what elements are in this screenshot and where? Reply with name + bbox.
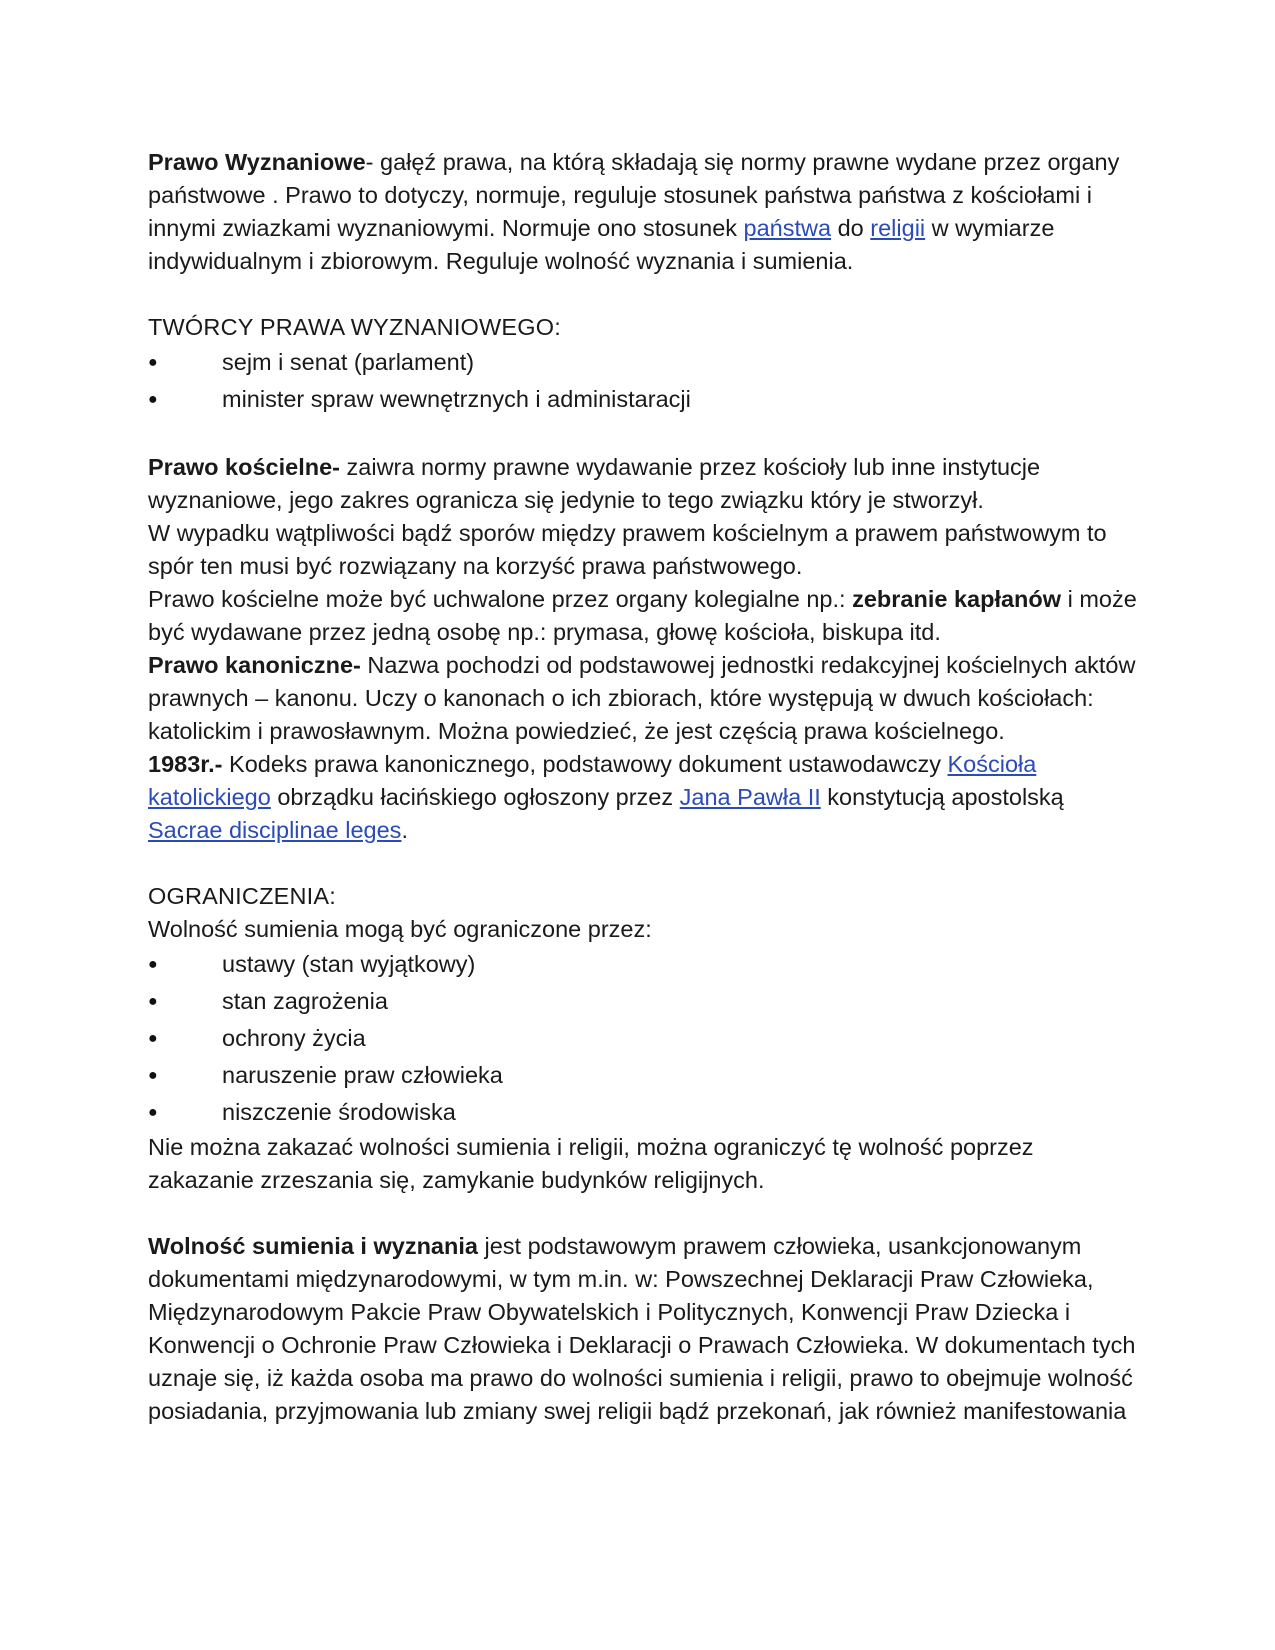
paragraph-prawo-kanoniczne [148, 649, 1138, 748]
link-religii[interactable]: religii [870, 215, 926, 241]
paragraph-wolnosc [148, 1230, 1138, 1428]
paragraph-prawo-koscielne [148, 451, 1138, 517]
list-ograniczenia [148, 946, 1138, 1131]
text: i może być wydawane przez jedną osobę np.: prymasa, głowę kościoła, biskupa itd. [148, 586, 1137, 645]
text: do [831, 215, 871, 241]
text: jest podstawowym prawem człowieka, usankcjonowanym dokumentami międzynarodowymi, w tym m.in. w: Powszechnej Deklaracji Praw Człowieka, Międzynarodowym Pakcie Praw Obywatelskich i Politycznych, Konwencji Praw Dziecka i Konwencji o Ochronie Praw Człowieka i Deklaracji o Prawach Człowieka. W dokumentach tych uznaje się, iż każda osoba ma prawo do wolności sumienia i religii, prawo to obejmuje wolność posiadania, przyjmowania lub zmiany swej religii bądź przekonań, jak również manifestowania [148, 1233, 1136, 1424]
text: - gałęź prawa, na którą składają się normy prawne wydane przez organy państwowe . Prawo to dotyczy, normuje, reguluje stosunek państwa państwa z kościołami i innymi zwiazkami wyznaniowymi. Normuje ono stosunek [148, 149, 1120, 241]
link-kosciola-katolickiego[interactable]: Kościoła katolickiego [148, 751, 1037, 810]
term-zebranie-kaplanow: zebranie kapłanów [852, 586, 1062, 612]
text: w wymiarze indywidualnym i zbiorowym. Reguluje wolność wyznania i sumienia. [148, 215, 1055, 274]
term-wolnosc-sumienia: Wolność sumienia i wyznania [148, 1233, 478, 1259]
paragraph-kodeks [148, 748, 1138, 847]
text: Nazwa pochodzi od podstawowej jednostki redakcyjnej kościelnych aktów prawnych – kanonu. Uczy o kanonach o ich zbiorach, które występują w dwuch kościołach: katolickim i prawosławnym. Można powiedzieć, że jest częścią prawa kościelnego. [148, 652, 1136, 744]
text: zaiwra normy prawne wydawanie przez kościoły lub inne instytucje wyznaniowe, jego zakres ogranicza się jedynie to tego związku który je stworzył. [148, 454, 1041, 513]
paragraph-ograniczenia-outro: Nie można zakazać wolności sumienia i religii, można ograniczyć tę wolność poprzez zakazanie zrzeszania się, zamykanie budynków religijnych. [148, 1134, 1034, 1193]
list-item: ● sejm i senat (parlament) [148, 344, 1138, 381]
list-item: ● ustawy (stan wyjątkowy) [148, 946, 1138, 983]
term-prawo-kanoniczne: Prawo kanoniczne- [148, 652, 361, 678]
text: konstytucją apostolską [820, 784, 1064, 810]
text: . [401, 817, 408, 843]
text: Kodeks prawa kanonicznego, podstawowy dokument ustawodawczy [222, 751, 948, 777]
list-item: ● niszczenie środowiska [148, 1094, 1138, 1131]
term-prawo-wyznaniowe: Prawo Wyznaniowe [148, 149, 366, 175]
spacer [148, 278, 1138, 311]
paragraph-prawo-wyznaniowe [148, 146, 1138, 278]
paragraph-ograniczenia-intro: Wolność sumienia mogą być ograniczone przez: [148, 916, 652, 942]
text: Prawo kościelne może być uchwalone przez organy kolegialne np.: [148, 586, 853, 612]
list-item: ● minister spraw wewnętrznych i administaracji [148, 381, 1138, 418]
link-jana-pawla-ii[interactable]: Jana Pawła II [679, 784, 821, 810]
list-item: ● stan zagrożenia [148, 983, 1138, 1020]
link-sacrae-disciplinae-leges[interactable]: Sacrae disciplinae leges [148, 817, 402, 843]
list-tworcy [148, 344, 1138, 418]
term-1983: 1983r.- [148, 751, 223, 777]
spacer [148, 847, 1138, 880]
link-panstwa[interactable]: państwa [743, 215, 832, 241]
term-prawo-koscielne: Prawo kościelne- [148, 454, 340, 480]
paragraph-watpliwosci: W wypadku wątpliwości bądź sporów między prawem kościelnym a prawem państwowym to spór ten musi być rozwiązany na korzyść prawa państwowego. [148, 520, 1107, 579]
document-body [148, 146, 1138, 1428]
list-item: ● ochrony życia [148, 1020, 1138, 1057]
paragraph-uchwalone [148, 583, 1138, 649]
text: obrządku łacińskiego ogłoszony przez [270, 784, 680, 810]
heading-ograniczenia: OGRANICZENIA: [148, 883, 337, 909]
list-item: ● naruszenie praw człowieka [148, 1057, 1138, 1094]
spacer [148, 1197, 1138, 1230]
spacer [148, 418, 1138, 451]
heading-tworcy: TWÓRCY PRAWA WYZNANIOWEGO: [148, 314, 561, 340]
